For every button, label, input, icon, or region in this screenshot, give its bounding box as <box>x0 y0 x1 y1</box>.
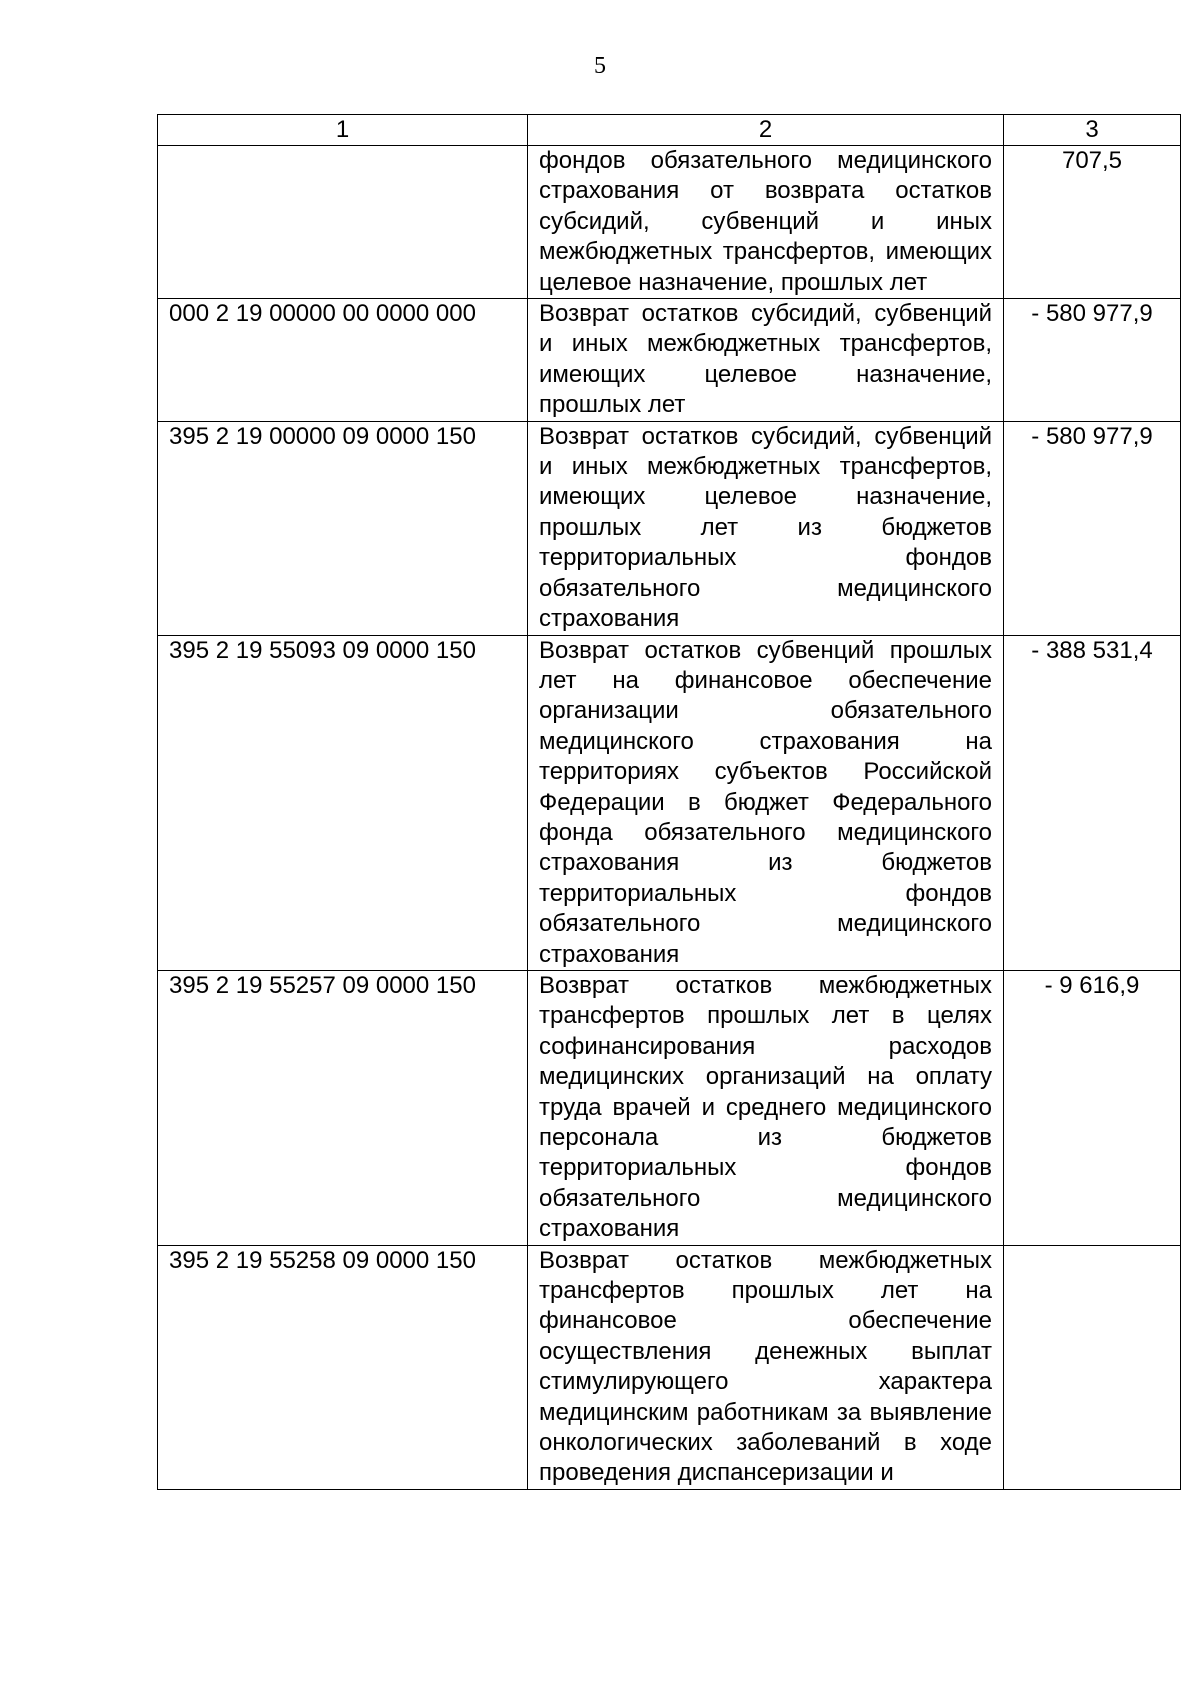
table-row <box>158 299 1181 422</box>
row-amount <box>1004 1245 1181 1489</box>
row-amount: - 580 977,9 <box>1004 299 1181 422</box>
row-amount: 707,5 <box>1004 146 1181 299</box>
row-description: Возврат остатков субвенций прошлых лет на финансовое обеспечение организации обязательного медицинского страхования на территориях субъектов Российской Федерации в бюджет Федерального фонда обязательного медицинского страхования из бюджетов территориальных фондов обязательного медицинского страхования <box>528 635 1004 970</box>
row-amount: - 388 531,4 <box>1004 635 1181 970</box>
table-row <box>158 1245 1181 1489</box>
row-description: Возврат остатков субсидий, субвенций и иных межбюджетных трансфертов, имеющих целевое назначение, прошлых лет из бюджетов территориальных фондов обязательного медицинского страхования <box>528 421 1004 635</box>
table-header-row <box>158 115 1181 146</box>
budget-table <box>157 114 1181 1490</box>
row-code: 395 2 19 55257 09 0000 150 <box>158 970 528 1245</box>
column-header-amount: 3 <box>1004 115 1181 146</box>
row-code: 000 2 19 00000 00 0000 000 <box>158 299 528 422</box>
table-row <box>158 146 1181 299</box>
row-code: 395 2 19 55258 09 0000 150 <box>158 1245 528 1489</box>
row-amount: - 580 977,9 <box>1004 421 1181 635</box>
row-code: 395 2 19 00000 09 0000 150 <box>158 421 528 635</box>
column-header-description: 2 <box>528 115 1004 146</box>
row-description: Возврат остатков межбюджетных трансфертов прошлых лет на финансовое обеспечение осуществления денежных выплат стимулирующего характера медицинским работникам за выявление онкологических заболеваний в ходе проведения диспансеризации и <box>528 1245 1004 1489</box>
row-amount: - 9 616,9 <box>1004 970 1181 1245</box>
row-description: Возврат остатков межбюджетных трансфертов прошлых лет в целях софинансирования расходов медицинских организаций на оплату труда врачей и среднего медицинского персонала из бюджетов территориальных фондов обязательного медицинского страхования <box>528 970 1004 1245</box>
row-code <box>158 146 528 299</box>
table-row <box>158 970 1181 1245</box>
page-number: 5 <box>594 53 606 79</box>
row-code: 395 2 19 55093 09 0000 150 <box>158 635 528 970</box>
column-header-code: 1 <box>158 115 528 146</box>
table-row <box>158 635 1181 970</box>
row-description: Возврат остатков субсидий, субвенций и иных межбюджетных трансфертов, имеющих целевое назначение, прошлых лет <box>528 299 1004 422</box>
table-row <box>158 421 1181 635</box>
row-description: фондов обязательного медицинского страхования от возврата остатков субсидий, субвенций и иных межбюджетных трансфертов, имеющих целевое назначение, прошлых лет <box>528 146 1004 299</box>
